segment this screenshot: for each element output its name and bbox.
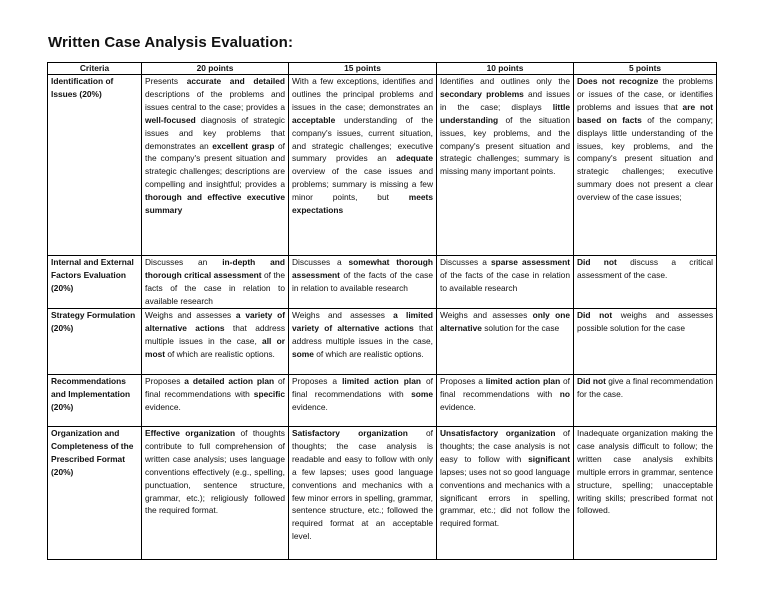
criteria-cell <box>48 427 142 560</box>
bold-text: Did not <box>577 310 613 320</box>
rubric-cell <box>437 427 574 560</box>
cell-text: of thoughts; the case analysis is not easy to follow with <box>440 428 571 464</box>
bold-text: secondary problems <box>440 88 524 99</box>
bold-text: adequate <box>396 153 433 164</box>
cell-text: of the facts of the case in relation to available research <box>440 269 570 293</box>
bold-text: meets expectations <box>292 192 433 216</box>
rubric-cell <box>437 75 574 256</box>
rubric-cell <box>574 256 717 309</box>
evaluation-rubric-table <box>47 62 717 560</box>
bold-text: somewhat thorough assessment <box>292 257 433 280</box>
rubric-cell <box>142 375 289 427</box>
bold-text: accurate and detailed <box>186 76 285 86</box>
bold-text: thorough and effective executive summary <box>145 192 285 216</box>
bold-text: sparse assessment <box>490 257 570 267</box>
header-15-points: 15 points <box>289 63 437 75</box>
bold-text: a detailed action plan <box>184 376 275 386</box>
cell-text: of the company; displays little understanding of the issues, key problems, and the company's present situation and strategic challenges; executive summary does not present a clear overview of the case issues; <box>577 114 713 203</box>
cell-text: (20%) <box>51 322 74 333</box>
page-title: Written Case Analysis Evaluation: <box>48 34 294 51</box>
table-row <box>48 75 717 256</box>
cell-text: of which are realistic options. <box>313 348 424 359</box>
bold-text: acceptable <box>292 114 336 125</box>
bold-text: some <box>292 348 314 359</box>
cell-text: of the situation issues, key problems, and the company's present situation and strategic challenges; summary is missing many important points. <box>440 114 570 177</box>
cell-text: the problems or issues of the case, or identifies problems and issues that <box>577 76 713 112</box>
rubric-cell <box>289 256 437 309</box>
bold-text: some <box>411 388 433 399</box>
cell-text: lapses; uses not so good language conventions and mechanics with a significant errors in spelling, grammar, etc.; did not follow the required format. <box>440 466 570 529</box>
cell-text: With a few exceptions, identifies and outlines the principal problems and issues in the case; demonstrates an <box>292 76 433 112</box>
cell-text: evidence. <box>292 401 328 412</box>
bold-text: Satisfactory organization <box>292 428 408 438</box>
rubric-cell <box>289 75 437 256</box>
bold-text: are not based on facts <box>577 101 713 125</box>
cell-text: give a final recommendation for the case. <box>577 376 713 399</box>
cell-text: Identifies and outlines only the <box>440 76 570 86</box>
cell-text: Discusses an <box>145 257 223 267</box>
rubric-cell <box>574 375 717 427</box>
cell-text: of thoughts contribute to full comprehension of written case analysis; uses language conventions effectively (e.g., spelling, punctuation, sentence structure, grammar, etc.); religiously followed the required format. <box>145 428 285 516</box>
cell-text: weighs and assesses possible solution for the case <box>577 310 714 333</box>
cell-text: (20%) <box>51 466 74 477</box>
cell-text: Weighs and assesses <box>440 310 533 320</box>
cell-text: understanding of the company's issues, current situation, and strategic challenges; executive summary provides an <box>292 114 433 164</box>
rubric-cell <box>574 75 717 256</box>
header-10-points: 10 points <box>437 63 574 75</box>
bold-text: excellent grasp <box>212 140 275 151</box>
cell-text: of the company's present situation and strategic challenges; descriptions are compelling and insightful; provides a <box>145 140 285 190</box>
cell-text: Presents <box>145 76 187 86</box>
table-row <box>48 375 717 427</box>
cell-text: overview of the case issues and problems; summary is missing a few minor points, but <box>292 166 433 203</box>
cell-text: discuss a critical assessment of the case. <box>577 257 714 280</box>
header-criteria: Criteria <box>48 63 142 75</box>
cell-text: of final recommendations with <box>440 376 571 399</box>
table-header-row <box>48 63 717 75</box>
rubric-cell <box>142 427 289 560</box>
bold-text: no <box>559 388 570 399</box>
criteria-cell <box>48 75 142 256</box>
cell-text: of final recommendations with <box>292 376 433 399</box>
cell-text: Strategy Formulation <box>51 310 136 320</box>
cell-text: Inadequate organization making the case analysis difficult to follow; the written case analysis exhibits multiple errors in grammar, sentence structure, spelling; unacceptable writing skills; prescribed format not followed. <box>577 428 713 516</box>
bold-text: Unsatisfactory organization <box>440 428 556 438</box>
cell-text: that address multiple issues in the case, <box>145 322 286 346</box>
bold-text: in-depth and thorough critical assessment <box>145 257 285 280</box>
bold-text: significant <box>528 453 570 464</box>
table-row <box>48 256 717 309</box>
cell-text: of thoughts; the case analysis is readable and easy to follow with only a few lapses; uses good language conventions and mechanics with a few minor errors in spelling, grammar, sentence structure, etc.; followed the required format at an acceptable level. <box>292 428 433 542</box>
bold-text: Did not <box>577 257 617 267</box>
cell-text: Proposes <box>145 376 185 386</box>
rubric-cell <box>437 375 574 427</box>
rubric-cell <box>437 309 574 375</box>
rubric-cell <box>142 256 289 309</box>
bold-text: Effective organization <box>145 428 236 438</box>
table-row <box>48 309 717 375</box>
bold-text: a variety of alternative actions <box>145 310 285 333</box>
cell-text: of which are realistic options. <box>165 348 275 359</box>
criteria-cell <box>48 309 142 375</box>
rubric-cell <box>142 309 289 375</box>
cell-text: and issues in the case; displays <box>440 88 570 112</box>
cell-text: of final recommendations with <box>145 376 285 399</box>
criteria-cell <box>48 375 142 427</box>
cell-text: of the facts of the case in relation to available research <box>292 269 433 293</box>
bold-text: Does not recognize <box>577 76 659 86</box>
bold-text: a limited variety of alternative actions <box>292 310 433 333</box>
cell-text: of the facts of the case in relation to available research <box>145 269 286 306</box>
rubric-cell <box>142 75 289 256</box>
cell-text: Proposes a <box>292 376 343 386</box>
rubric-cell <box>289 375 437 427</box>
rubric-cell <box>437 256 574 309</box>
cell-text: Identification of Issues (20%) <box>51 76 114 99</box>
cell-text: Recommendations and Implementation (20%) <box>51 376 131 412</box>
cell-text: Proposes a <box>440 376 486 386</box>
bold-text: well-focused <box>145 114 196 125</box>
criteria-cell <box>48 256 142 309</box>
cell-text: descriptions of the problems and issues central to the case; provides a <box>145 88 285 112</box>
cell-text: diagnosis of strategic issues and key problems that demonstrates an <box>145 114 285 151</box>
cell-text: Weighs and assesses <box>145 310 236 320</box>
cell-text: Discusses a <box>292 257 349 267</box>
bold-text: only one alternative <box>440 310 571 333</box>
bold-text: specific <box>253 388 285 399</box>
cell-text: Discusses a <box>440 257 491 267</box>
cell-text: Weighs and assesses <box>292 310 394 320</box>
header-5-points: 5 points <box>574 63 717 75</box>
cell-text: solution for the case <box>481 322 560 333</box>
rubric-cell <box>289 427 437 560</box>
cell-text: Organization and Completeness of the Prescribed Format <box>51 428 134 464</box>
bold-text: all or most <box>145 335 285 359</box>
bold-text: little understanding <box>440 101 570 125</box>
cell-text: evidence. <box>440 401 476 412</box>
header-20-points: 20 points <box>142 63 289 75</box>
rubric-cell <box>574 309 717 375</box>
cell-text: evidence. <box>145 401 181 412</box>
bold-text: limited action plan <box>342 376 421 386</box>
rubric-cell <box>289 309 437 375</box>
table-row <box>48 427 717 560</box>
cell-text: that address multiple issues in the case, <box>292 322 434 346</box>
cell-text: (20%) <box>51 282 74 293</box>
cell-text: Internal and External Factors Evaluation <box>51 257 134 280</box>
bold-text: Did not <box>577 376 606 386</box>
rubric-cell <box>574 427 717 560</box>
bold-text: limited action plan <box>485 376 561 386</box>
